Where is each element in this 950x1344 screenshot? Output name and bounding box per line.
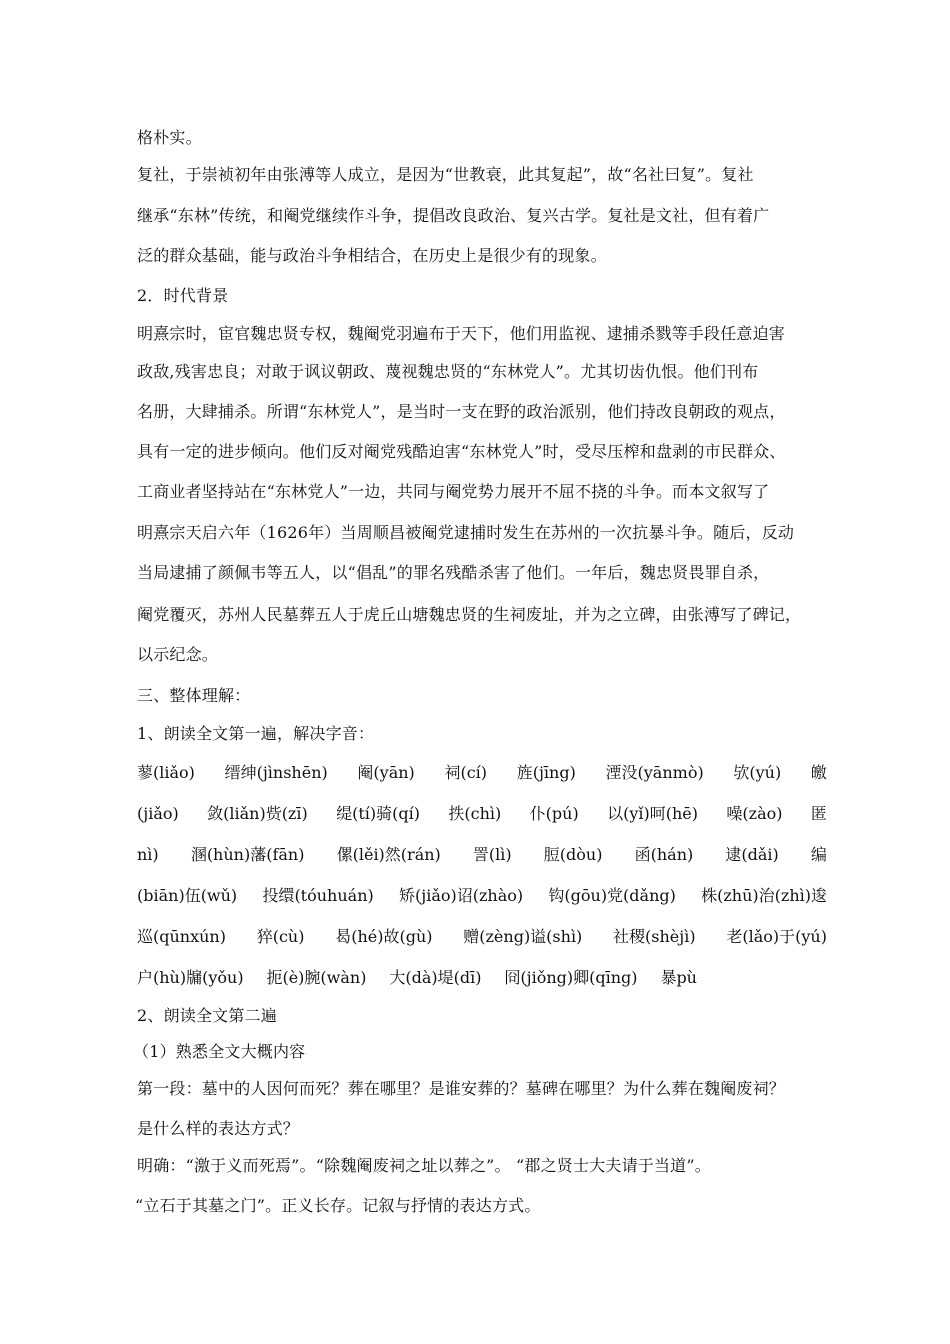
pinyin-item: 湮没(yānmò): [605, 763, 704, 782]
pinyin-item: 赠(zèng)谥(shì): [463, 927, 583, 946]
pinyin-item: 抶(chì): [448, 804, 502, 823]
pinyin-item: 蓼(liǎo): [137, 763, 195, 782]
pinyin-item: 噪(zào): [726, 804, 783, 823]
pinyin-item: 户(hù)牖(yǒu): [137, 968, 244, 987]
pinyin-item: 溷(hùn)藩(fān): [190, 845, 305, 864]
pinyin-row: [137, 886, 827, 906]
pinyin-row: [137, 927, 827, 947]
pinyin-item: 扼(è)腕(wàn): [266, 968, 367, 987]
pinyin-item: 欤(yú): [733, 763, 782, 782]
text-line: 明确：“激于义而死焉”。“除魏阉废祠之址以葬之”。 “郡之贤士大夫请于当道”。: [137, 1156, 711, 1175]
subheading: （1）熟悉全文大概内容: [133, 1042, 306, 1061]
text-line: 泛的群众基础，能与政治斗争相结合，在历史上是很少有的现象。: [137, 246, 607, 265]
text-line: 是什么样的表达方式？: [137, 1119, 300, 1138]
text-line: 具有一定的进步倾向。他们反对阉党残酷迫害“东林党人”时，受尽压榨和盘剥的市民群众、: [137, 442, 786, 461]
section-heading: 三、整体理解：: [137, 686, 251, 705]
pinyin-item: 大(dà)堤(dī): [389, 968, 482, 987]
pinyin-item: 仆(pú): [529, 804, 579, 823]
pinyin-item: 矫(jiǎo)诏(zhào): [399, 886, 524, 905]
text-line: 2、朗读全文第二遍: [137, 1006, 277, 1025]
pinyin-item: 巡(qūnxún): [137, 927, 226, 946]
text-line: 以示纪念。: [137, 645, 219, 664]
text-line: 1、朗读全文第一遍，解决字音：: [137, 724, 375, 743]
pinyin-item: 编: [810, 845, 827, 864]
text-line: 当局逮捕了颜佩韦等五人，以“倡乱”的罪名残酷杀害了他们。一年后，魏忠贤畏罪自杀，: [137, 563, 770, 582]
pinyin-item: 阉(yān): [357, 763, 415, 782]
text-line: “立石于其墓之门”。正义长存。记叙与抒情的表达方式。: [135, 1196, 541, 1215]
pinyin-row: [137, 763, 827, 783]
pinyin-item: 傫(lěi)然(rán): [336, 845, 441, 864]
text-line: 格朴实。: [137, 128, 202, 147]
pinyin-item: (biān)伍(wǔ): [137, 886, 238, 905]
pinyin-item: 冏(jiǒng)卿(qīng): [504, 968, 638, 987]
pinyin-item: 敛(liǎn)赀(zī): [207, 804, 308, 823]
pinyin-item: 函(hán): [634, 845, 694, 864]
pinyin-item: 旌(jīng): [516, 763, 576, 782]
pinyin-item: (jiǎo): [137, 804, 179, 823]
text-line: 工商业者坚持站在“东林党人”一边，共同与阉党势力展开不屈不挠的斗争。而本文叙写了: [137, 482, 770, 501]
pinyin-item: 曷(hé)故(gù): [335, 927, 433, 946]
text-line: 名册，大肆捕杀。所谓“东林党人”，是当时一支在野的政治派别，他们持改良朝政的观点，: [137, 402, 786, 421]
text-line: 第一段：墓中的人因何而死？葬在哪里？是谁安葬的？墓碑在哪里？为什么葬在魏阉废祠？: [137, 1079, 786, 1098]
pinyin-item: nì): [137, 845, 159, 864]
pinyin-row: [137, 845, 827, 865]
pinyin-item: 皦: [810, 763, 827, 782]
text-line: 明熹宗时，宦官魏忠贤专权，魏阉党羽遍布于天下，他们用监视、逮捕杀戮等手段任意迫害: [137, 324, 786, 343]
pinyin-item: 以(yǐ)呵(hē): [607, 804, 699, 823]
text-line: 阉党覆灭，苏州人民墓葬五人于虎丘山塘魏忠贤的生祠废址，并为之立碑，由张溥写了碑记，: [137, 605, 802, 624]
pinyin-item: 缙绅(jìnshēn): [224, 763, 328, 782]
pinyin-item: 老(lǎo)于(yú): [726, 927, 827, 946]
text-line: 继承“东林”传统，和阉党继续作斗争，提倡改良政治、复兴古学。复社是文社，但有着广: [137, 206, 770, 225]
pinyin-item: 猝(cù): [256, 927, 305, 946]
pinyin-item: 投缳(tóuhuán): [262, 886, 374, 905]
pinyin-item: 缇(tí)骑(qí): [336, 804, 421, 823]
pinyin-item: 祠(cí): [444, 763, 488, 782]
pinyin-item: 逮(dǎi): [725, 845, 779, 864]
pinyin-item: 暴pù: [660, 968, 697, 987]
pinyin-row: [137, 804, 827, 824]
pinyin-item: 詈(lì): [472, 845, 512, 864]
text-line: 复社，于崇祯初年由张溥等人成立，是因为“世教衰，此其复起”，故“名社曰复”。复社: [137, 165, 754, 184]
pinyin-item: 社稷(shèjì): [613, 927, 696, 946]
pinyin-item: 匿: [810, 804, 827, 823]
section-heading: 2．时代背景: [137, 286, 229, 305]
pinyin-item: 钩(gōu)党(dǎng): [548, 886, 676, 905]
pinyin-item: 脰(dòu): [543, 845, 603, 864]
text-line: 明熹宗天启六年（1626年）当周顺昌被阉党逮捕时发生在苏州的一次抗暴斗争。随后，反动: [137, 523, 795, 542]
pinyin-item: 株(zhū)治(zhì)逡: [701, 886, 827, 905]
pinyin-row: [137, 968, 697, 988]
text-line: 政敌,残害忠良；对敢于讽议朝政、蔑视魏忠贤的“东林党人”。尤其切齿仇恨。他们刊布: [137, 362, 759, 381]
